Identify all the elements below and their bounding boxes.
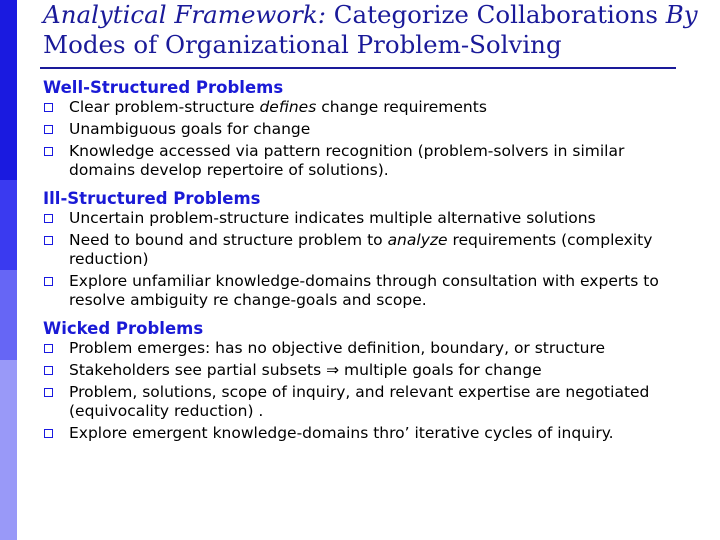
title-italic-by: By	[665, 0, 698, 29]
list-item: Stakeholders see partial subsets ⇒ multiple goals for change	[43, 361, 693, 380]
square-bullet-icon	[44, 388, 53, 397]
square-bullet-icon	[44, 103, 53, 112]
title-italic-part: Analytical Framework:	[43, 0, 326, 29]
bullet-list-ill-structured	[43, 209, 693, 310]
sidebar-segment	[0, 180, 17, 270]
sidebar-segment	[0, 0, 17, 180]
list-item: Explore emergent knowledge-domains thro’ iterative cycles of inquiry.	[43, 424, 693, 443]
bullet-list-wicked	[43, 339, 693, 443]
slide-content	[43, 78, 693, 446]
sidebar-color-bar	[0, 0, 17, 540]
square-bullet-icon	[44, 125, 53, 134]
list-item: Problem emerges: has no objective definition, boundary, or structure	[43, 339, 693, 358]
square-bullet-icon	[44, 277, 53, 286]
square-bullet-icon	[44, 214, 53, 223]
title-part: Categorize Collaborations	[325, 0, 666, 29]
list-item: Unambiguous goals for change	[43, 120, 693, 139]
list-item: Explore unfamiliar knowledge-domains through consultation with experts to resolve ambiguity re change-goals and scope.	[43, 272, 693, 310]
section-heading-ill-structured: Ill-Structured Problems	[43, 189, 261, 208]
section-heading-wicked: Wicked Problems	[43, 319, 204, 338]
square-bullet-icon	[44, 236, 53, 245]
sidebar-segment	[0, 270, 17, 360]
square-bullet-icon	[44, 429, 53, 438]
title-divider	[40, 67, 676, 69]
list-item: Uncertain problem-structure indicates multiple alternative solutions	[43, 209, 693, 228]
title-line2: Modes of Organizational Problem-Solving	[43, 30, 562, 59]
bullet-list-well-structured	[43, 98, 693, 180]
list-item: Knowledge accessed via pattern recognition (problem-solvers in similar domains develop repertoire of solutions).	[43, 142, 693, 180]
list-item: Clear problem-structure defines change requirements	[43, 98, 693, 117]
list-item: Problem, solutions, scope of inquiry, and relevant expertise are negotiated (equivocality reduction) .	[43, 383, 693, 421]
section-heading-well-structured: Well-Structured Problems	[43, 78, 284, 97]
square-bullet-icon	[44, 147, 53, 156]
sidebar-segment	[0, 360, 17, 540]
square-bullet-icon	[44, 366, 53, 375]
square-bullet-icon	[44, 344, 53, 353]
slide-title	[43, 0, 713, 60]
list-item: Need to bound and structure problem to analyze requirements (complexity reduction)	[43, 231, 693, 269]
